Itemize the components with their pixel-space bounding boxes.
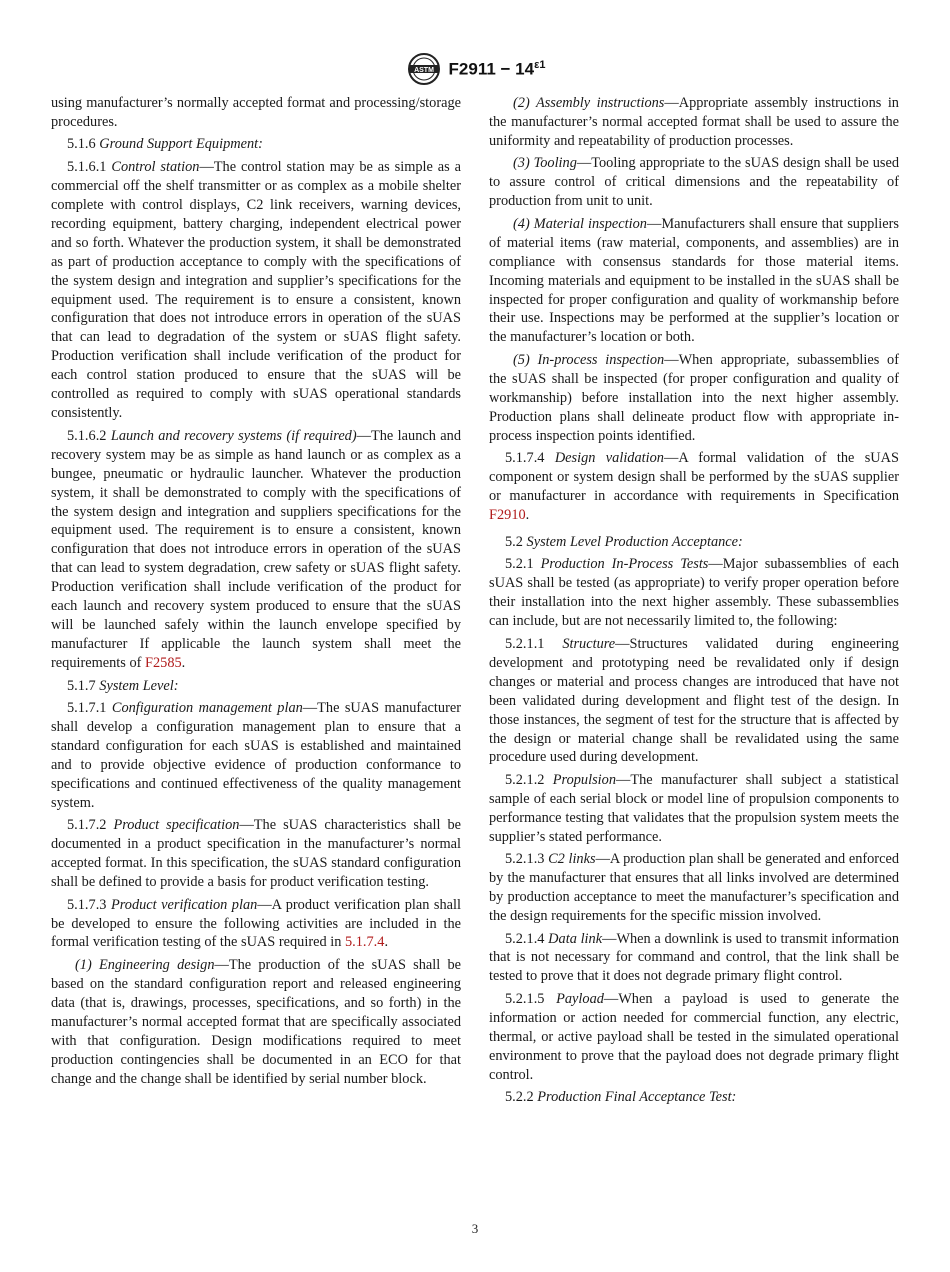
astm-logo-icon [405, 52, 443, 86]
page-header [0, 52, 950, 86]
item-tooling: (3) Tooling—Tooling appropriate to the sUAS design shall be used to assure control of critical dimensions and the repeatability of production from unit to unit. [489, 155, 899, 210]
section-5-1-7-4: 5.1.7.4 Design validation—A formal validation of the sUAS component or system design shall be performed by the sUAS supplier or manufacturer in accordance with requirements in Specification F2910. [489, 450, 899, 524]
ref-link-f2585[interactable]: F2585 [145, 655, 182, 672]
section-5-1-7-2: 5.1.7.2 Product specification—The sUAS characteristics shall be documented in a product specification in the manufacturer’s normal accepted format. In this specification, the sUAS standard configuration shall be defined to provide a basis for product verification testing. [51, 817, 462, 891]
ref-link-f2910[interactable]: F2910 [489, 507, 526, 524]
section-5-1-7-1: 5.1.7.1 Configuration management plan—The sUAS manufacturer shall develop a configuration management plan to ensure that a standard configuration for each sUAS is established and maintained and to provide objective evidence of production conformance to specifications and continued effectiveness of the quality management system. [51, 700, 461, 811]
item-material-inspection: (4) Material inspection—Manufacturers shall ensure that suppliers of material items (raw material, components, and assemblies) are in compliance with consensus standards for those material items. Incoming materials and equipment to be installed in the sUAS shall be inspected for proper configuration and quality of workmanship before their use. Inspections may be performed at the supplier’s location or the manufacturer’s location or both. [489, 215, 899, 346]
right-column [489, 94, 899, 1111]
document-designation: $F2911 - 14^{\varepsilon 1}$ [448, 58, 546, 79]
section-5-2: 5.2 System Level Production Acceptance: [505, 533, 743, 550]
section-5-2-1-3: 5.2.1.3 C2 links—A production plan shall be generated and enforced by the manufacturer that ensures that all links involved are determined by production acceptance to meet the manufacturer’s specification and the design requirements for the specific mission involved. [489, 851, 899, 925]
page-number: 3 [471, 1221, 479, 1236]
item-in-process-inspection: (5) In-process inspection—When appropriate, subassemblies of the sUAS shall be inspected (for proper configuration and quality of workmanship) before installation into the next higher assembly. Production plans shall delineate product flow with appropriate in-process inspection points identified. [489, 351, 899, 444]
section-5-2-1-1: 5.2.1.1 Structure—Structures validated during engineering development and prototyping need be revalidated only if design changes or material and process changes are introduced that have not been validated during development and flight test of the design. In those instances, the segment of test for the structure that is affected by the design or material change shall be revalidated using the same procedure used during development. [489, 635, 899, 766]
item-engineering-design: (1) Engineering design—The production of the sUAS shall be based on the standard configuration report and released engineering data (that is, drawings, processes, specifications, and so forth) in the manufacturer’s normal accepted format that are specifically associated with that configuration. Design modifications required to meet production contingencies shall be documented in an ECO for that change and the change shall be identified by serial number block. [51, 956, 461, 1087]
section-5-1-6: 5.1.6 Ground Support Equipment: [67, 136, 263, 153]
section-5-2-1: 5.2.1 Production In-Process Tests—Major subassemblies of each sUAS shall be tested (as appropriate) to verify proper operation before their installation into the next higher assembly. These subassemblies can include, but are not necessarily limited to, the following: [489, 556, 899, 630]
item-assembly-instructions: (2) Assembly instructions—Appropriate assembly instructions in the manufacturer’s normal accepted format shall be used to assure the uniformity and repeatability of production processes. [489, 95, 899, 149]
section-5-1-7: 5.1.7 System Level: [67, 677, 179, 694]
section-5-2-1-5: 5.2.1.5 Payload—When a payload is used to generate the information or action needed for commercial function, any electric, thermal, or active payload shall be tested in the simulated operational environment to prove that the payload does not degrade primary flight control. [489, 990, 899, 1083]
section-5-2-1-2: 5.2.1.2 Propulsion—The manufacturer shall subject a statistical sample of each serial block or model line of propulsion components to performance testing that validates that the propulsion system meets the supplier’s stated performance. [489, 771, 899, 845]
svg-text:ASTM: ASTM [413, 67, 434, 74]
left-column [51, 94, 461, 1092]
paragraph-continuation: using manufacturer’s normally accepted format and processing/storage procedures. [51, 95, 461, 130]
section-5-2-2: 5.2.2 Production Final Acceptance Test: [505, 1089, 737, 1106]
ref-link-5-1-7-4[interactable]: 5.1.7.4 [344, 934, 385, 951]
section-5-1-6-2: 5.1.6.2 Launch and recovery systems (if required)—The launch and recovery system may be as simple as hand launch or as complex as a bungee, pneumatic or hydraulic launcher. Whatever the production system, it shall be demonstrated to comply with the specifications of the system design and integration and suppliers specifications for the equipment used. The requirement is to ensure a consistent, known configuration that does not introduce errors in operation of the sUAS that can lead to system degradation, crew safety or sUAS flight safety. Production verification shall include verification of the product for each launch and recovery system produced to ensure that the sUAS will be launched safely within the launch envelope specified by manufacturer If applicable the launch system shall meet the requirements of F2585. [51, 427, 461, 672]
section-5-1-7-3: 5.1.7.3 Product verification plan—A product verification plan shall be developed to ensure the following activities are included in the formal verification testing of the sUAS required in 5.1.7.4. [51, 896, 461, 951]
section-5-1-6-1: 5.1.6.1 Control station—The control station may be as simple as a commercial off the shelf transmitter or as complex as a mobile shelter complete with control displays, C2 link receivers, warning devices, recording equipment, battery charging, independent electrical power and so forth. Whatever the production system, it shall be demonstrated as part of production acceptance to comply with the specifications of the system design and integration and supplier’s specifications for the equipment used. The requirement is to ensure a consistent, known configuration that does not introduce errors in operation of the sUAS that can lead to degradation of the system or sUAS flight safety. Production verification shall include verification of the product for each control station produced to ensure that the sUAS will be controlled as required to comply with sUAS operational standards consistently. [51, 158, 462, 422]
section-5-2-1-4: 5.2.1.4 Data link—When a downlink is used to transmit information that is not necessary for command and control, that the link shall be tested to prove that it does not degrade primary flight control. [489, 930, 899, 985]
